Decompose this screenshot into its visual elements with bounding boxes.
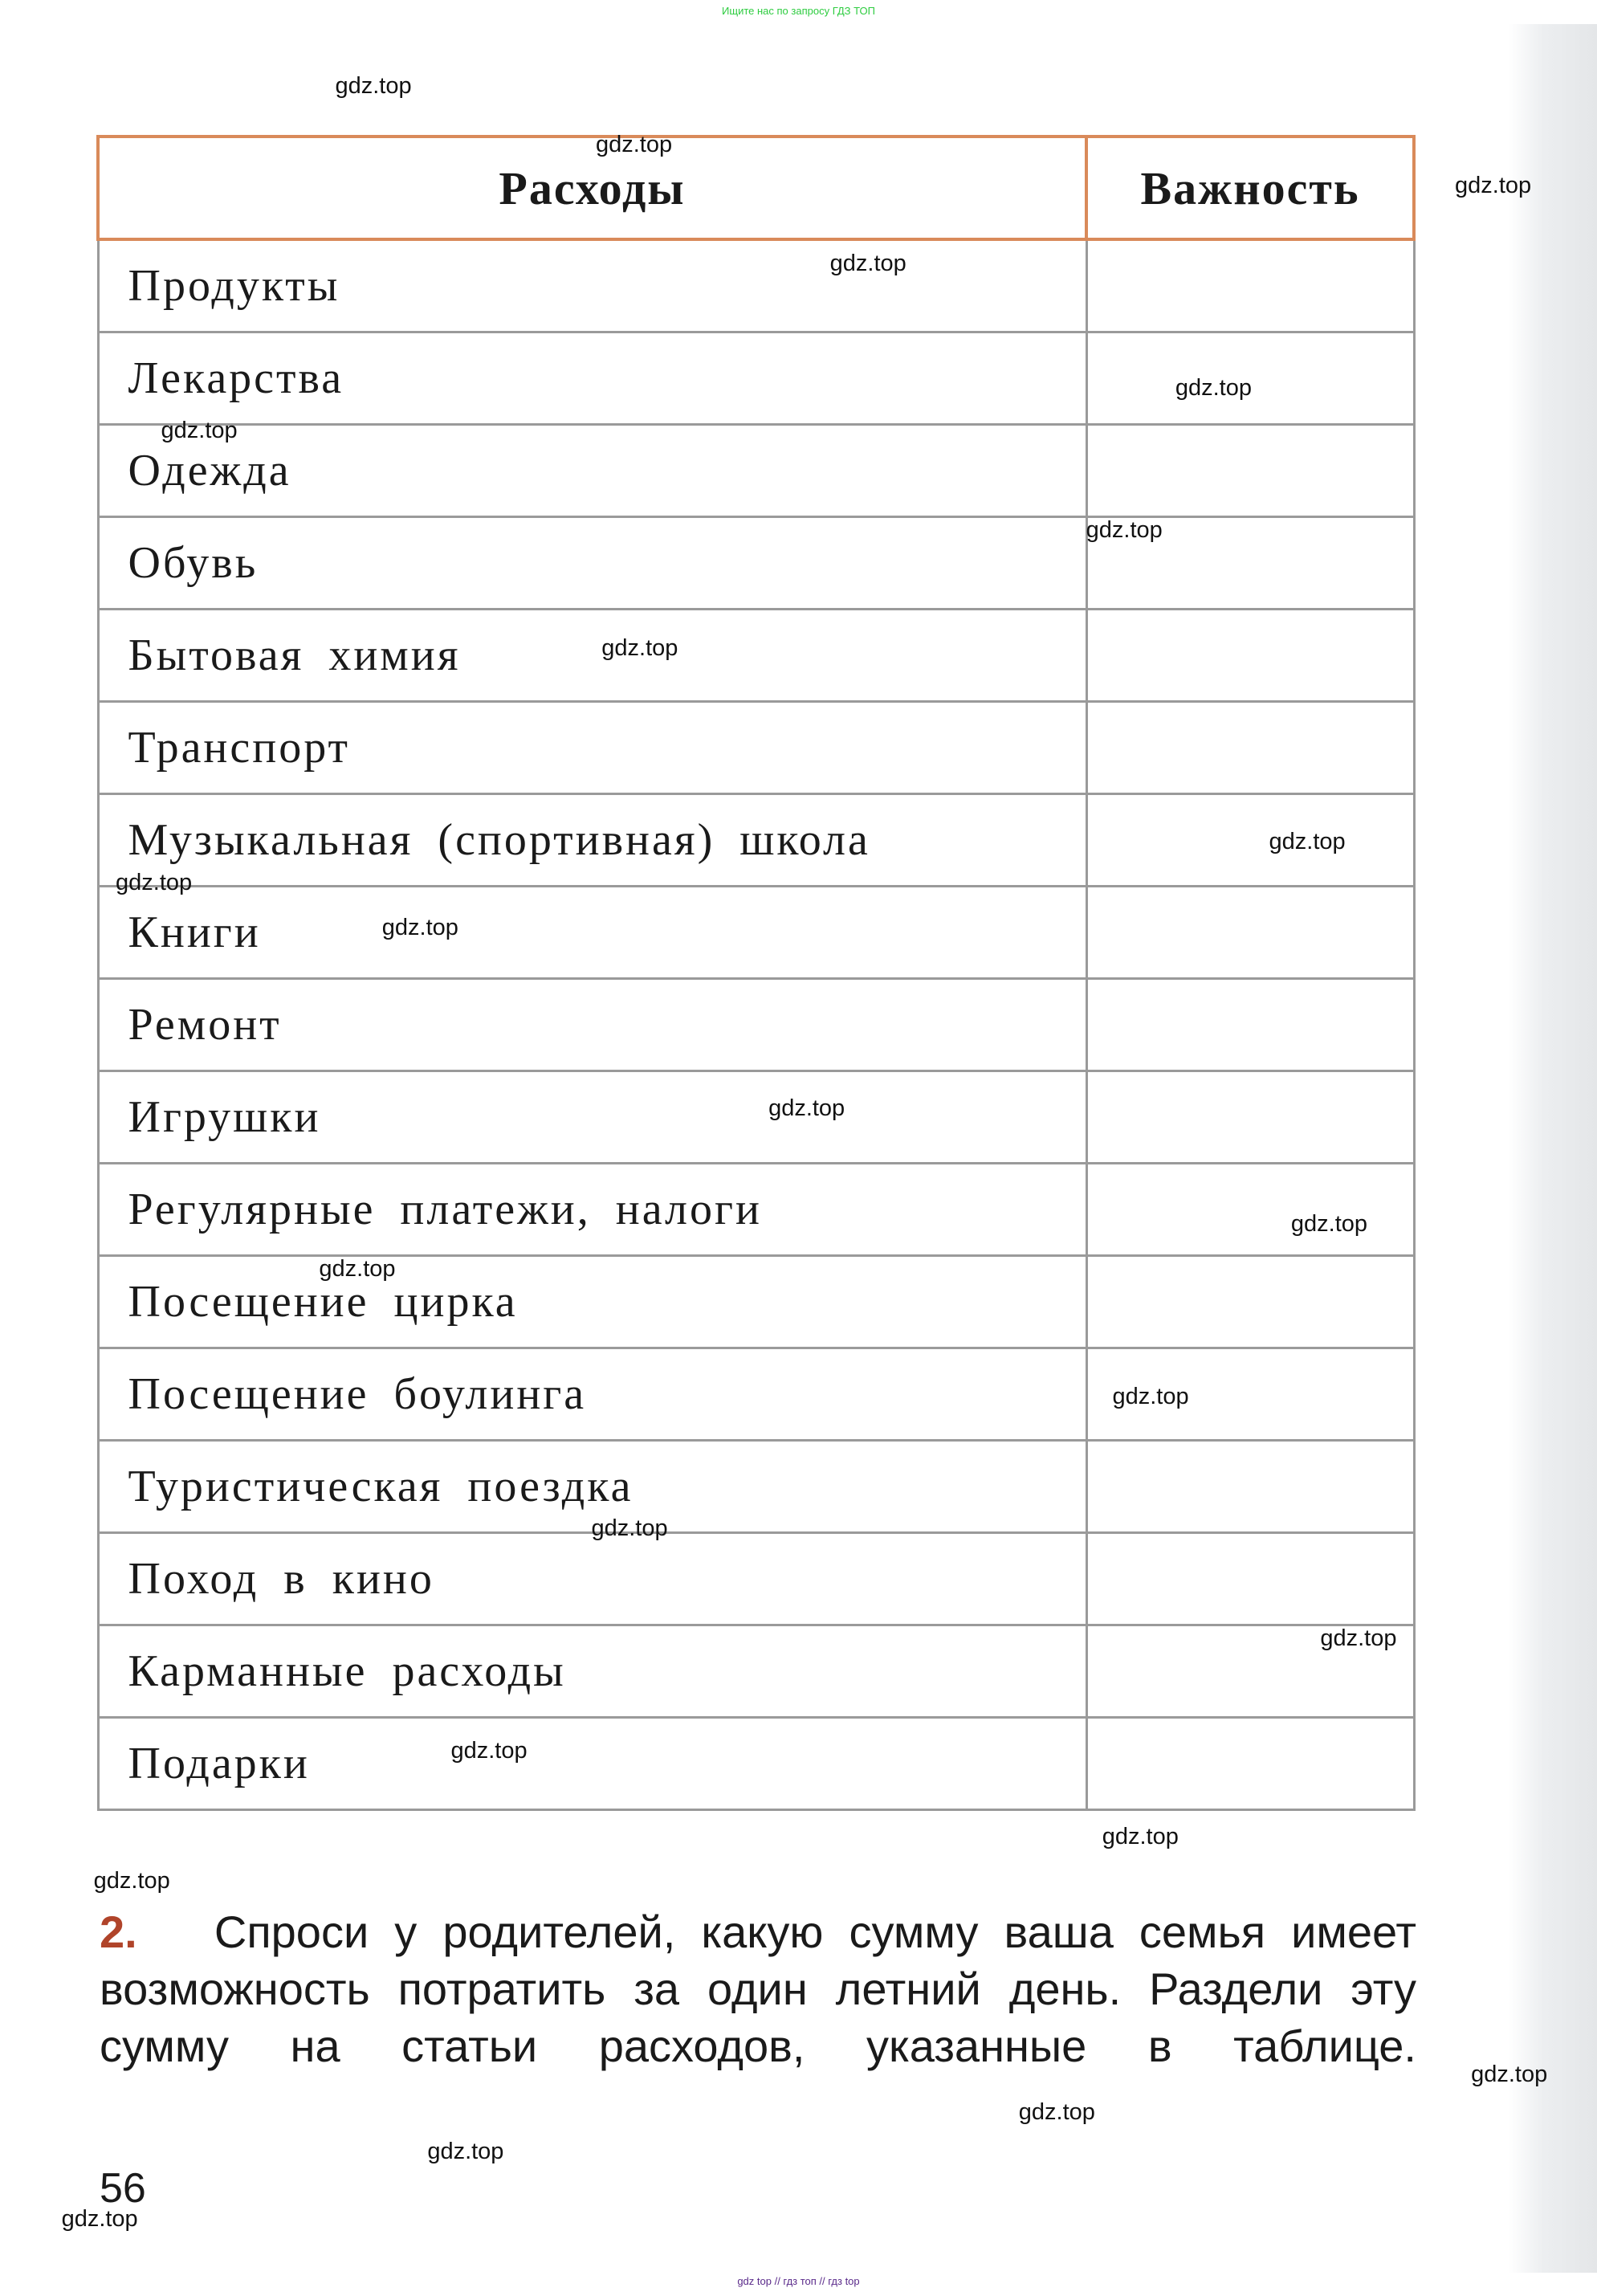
importance-cell[interactable] [1086, 610, 1414, 702]
watermark: gdz.top [1269, 828, 1346, 854]
watermark: gdz.top [319, 1256, 396, 1283]
expense-cell: Карманные расходы [98, 1625, 1086, 1718]
expense-cell: Обувь [98, 517, 1086, 610]
table-row [98, 1071, 1414, 1164]
expense-cell: Музыкальная (спортивная) школа [98, 794, 1086, 887]
watermark: gdz.top [1175, 374, 1252, 401]
task-text: Спроси у родителей, какую сумму ваша семья имеет возможность потратить за один летний день. Раздели эту сумму на статьи расходов, указанные в таблице. [100, 1907, 1416, 2071]
table-row [98, 239, 1414, 332]
watermark: gdz.top [768, 1095, 845, 1121]
importance-cell[interactable] [1086, 1533, 1414, 1625]
watermark: gdz.top [335, 73, 412, 100]
expense-cell: Игрушки [98, 1071, 1086, 1164]
expense-cell: Бытовая химия [98, 610, 1086, 702]
table-row [98, 794, 1414, 887]
expense-cell: Туристическая поездка [98, 1441, 1086, 1533]
table-row [98, 979, 1414, 1071]
task-paragraph [100, 1903, 1416, 2074]
expense-cell: Посещение цирка [98, 1256, 1086, 1348]
watermark: gdz.top [1102, 1824, 1179, 1850]
top-note: Ищите нас по запросу ГДЗ ТОП [722, 5, 875, 17]
expense-cell: Книги [98, 887, 1086, 979]
watermark: gdz.top [450, 1737, 528, 1764]
table-row [98, 610, 1414, 702]
importance-cell[interactable] [1086, 239, 1414, 332]
watermark: gdz.top [591, 1515, 668, 1541]
table-row [98, 1441, 1414, 1533]
expense-cell: Подарки [98, 1718, 1086, 1810]
page-edge-shadow [1509, 24, 1597, 2273]
importance-cell[interactable] [1086, 1441, 1414, 1533]
table-row [98, 517, 1414, 610]
expense-cell: Продукты [98, 239, 1086, 332]
expense-cell: Лекарства [98, 332, 1086, 425]
bottom-note: gdz top // гдз топ // гдз top [737, 2275, 860, 2287]
watermark: gdz.top [93, 1868, 170, 1894]
header-expenses: Расходы [98, 137, 1086, 239]
expense-cell: Регулярные платежи, налоги [98, 1164, 1086, 1256]
watermark: gdz.top [1455, 173, 1532, 199]
table-row [98, 1533, 1414, 1625]
watermark: gdz.top [427, 2139, 504, 2165]
page-number: 56 [100, 2165, 146, 2212]
importance-cell[interactable] [1086, 887, 1414, 979]
watermark: gdz.top [61, 2206, 138, 2233]
importance-cell[interactable] [1086, 702, 1414, 794]
expense-cell: Одежда [98, 425, 1086, 517]
importance-cell[interactable] [1086, 1071, 1414, 1164]
watermark: gdz.top [829, 250, 906, 276]
watermark: gdz.top [161, 417, 238, 443]
expense-cell: Посещение боулинга [98, 1348, 1086, 1441]
table-row [98, 1625, 1414, 1718]
header-importance: Важность [1086, 137, 1414, 239]
importance-cell[interactable] [1086, 1718, 1414, 1810]
importance-cell[interactable] [1086, 425, 1414, 517]
importance-cell[interactable] [1086, 1164, 1414, 1256]
table-row [98, 1348, 1414, 1441]
expense-cell: Поход в кино [98, 1533, 1086, 1625]
table-row [98, 425, 1414, 517]
watermark: gdz.top [1112, 1383, 1189, 1409]
watermark: gdz.top [595, 132, 673, 158]
task-number: 2. [100, 1907, 137, 1957]
importance-cell[interactable] [1086, 1256, 1414, 1348]
table-row [98, 1718, 1414, 1810]
watermark: gdz.top [1086, 516, 1163, 543]
watermark: gdz.top [1471, 2061, 1548, 2087]
table-row [98, 887, 1414, 979]
table-row [98, 702, 1414, 794]
watermark: gdz.top [1290, 1210, 1368, 1237]
table-row [98, 1164, 1414, 1256]
importance-cell[interactable] [1086, 979, 1414, 1071]
expense-cell: Ремонт [98, 979, 1086, 1071]
table-row [98, 1256, 1414, 1348]
watermark: gdz.top [116, 869, 193, 895]
expense-cell: Транспорт [98, 702, 1086, 794]
importance-cell[interactable] [1086, 794, 1414, 887]
watermark: gdz.top [601, 635, 678, 662]
watermark: gdz.top [1018, 2099, 1095, 2126]
watermark: gdz.top [381, 915, 458, 941]
watermark: gdz.top [1320, 1625, 1397, 1651]
